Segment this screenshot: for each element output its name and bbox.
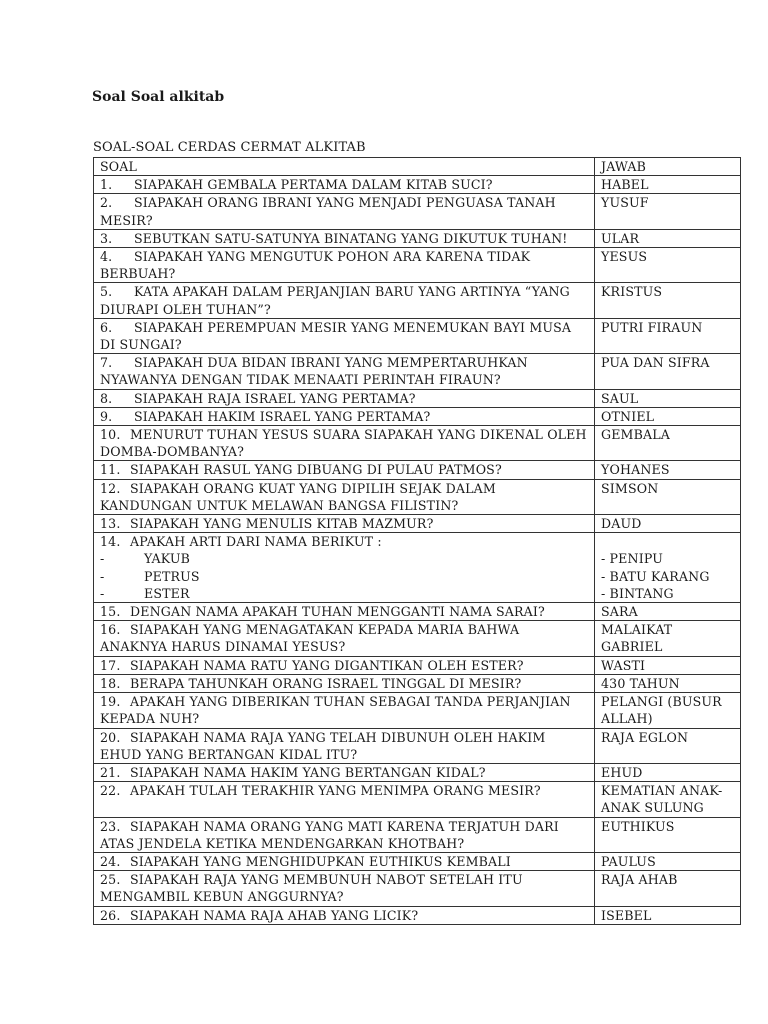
question-cell — [94, 461, 595, 479]
table-row — [94, 389, 741, 407]
sub-item-text: ESTER — [144, 585, 190, 601]
sub-answer-text: - BATU KARANG — [601, 568, 710, 584]
answer-text: PELANGI (BUSUR ALLAH) — [601, 694, 722, 727]
answer-cell — [595, 176, 741, 194]
table-row — [94, 852, 741, 870]
sub-item — [100, 585, 590, 602]
answer-cell — [595, 763, 741, 781]
question-text: SIAPAKAH NAMA ORANG YANG MATI KARENA TERJATUH DARI ATAS JENDELA KETIKA MENDENGARKAN KHOTBAH? — [100, 818, 559, 851]
question-text: SIAPAKAH YANG MENAGATAKAN KEPADA MARIA BAHWA ANAKNYA HARUS DINAMAI YESUS? — [100, 622, 520, 655]
answer-text: YUSUF — [601, 195, 649, 211]
table-row — [94, 318, 741, 353]
table-row — [94, 621, 741, 656]
table-row — [94, 194, 741, 229]
question-number: 14. — [100, 534, 121, 550]
question-number: 10. — [100, 427, 121, 443]
answer-cell — [595, 852, 741, 870]
table-row — [94, 906, 741, 924]
question-number: 19. — [100, 694, 121, 710]
question-text: SIAPAKAH NAMA RAJA YANG TELAH DIBUNUH OLEH HAKIM EHUD YANG BERTANGAN KIDAL ITU? — [100, 729, 546, 762]
question-number: 23. — [100, 818, 121, 834]
answer-text: ULAR — [601, 230, 640, 246]
question-text: SIAPAKAH RAJA YANG MEMBUNUH NABOT SETELAH ITU MENGAMBIL KEBUN ANGGURNYA? — [100, 872, 523, 905]
table-row — [94, 728, 741, 763]
document-title: Soal Soal alkitab — [92, 89, 225, 105]
question-cell — [94, 479, 595, 514]
table-row — [94, 248, 741, 283]
table-row — [94, 461, 741, 479]
answer-cell — [595, 318, 741, 353]
table-row — [94, 407, 741, 425]
question-number: 1. — [100, 177, 113, 193]
table-row — [94, 693, 741, 728]
question-cell — [94, 194, 595, 229]
question-number: 12. — [100, 480, 121, 496]
question-text: KATA APAKAH DALAM PERJANJIAN BARU YANG ARTINYA “YANG DIURAPI OLEH TUHAN”? — [100, 284, 570, 317]
answer-cell — [595, 656, 741, 674]
question-cell — [94, 248, 595, 283]
answer-text: GEMBALA — [601, 427, 671, 443]
header-answer: JAWAB — [595, 158, 741, 176]
answer-text: KEMATIAN ANAK-ANAK SULUNG — [601, 783, 723, 816]
question-number: 6. — [100, 319, 113, 335]
question-text: SIAPAKAH RASUL YANG DIBUANG DI PULAU PATMOS? — [130, 462, 502, 478]
sub-item-dash: - — [100, 585, 105, 601]
question-number: 16. — [100, 622, 121, 638]
answer-cell — [595, 693, 741, 728]
question-text: SIAPAKAH GEMBALA PERTAMA DALAM KITAB SUCI? — [134, 177, 493, 193]
question-cell — [94, 354, 595, 389]
answer-text: SAUL — [601, 390, 639, 406]
answer-cell — [595, 248, 741, 283]
answer-text: YESUS — [601, 249, 648, 265]
table-row — [94, 176, 741, 194]
question-cell — [94, 656, 595, 674]
question-text: SIAPAKAH NAMA HAKIM YANG BERTANGAN KIDAL? — [130, 764, 486, 780]
answer-cell — [595, 461, 741, 479]
question-cell — [94, 782, 595, 817]
table-row — [94, 354, 741, 389]
question-number: 21. — [100, 764, 121, 780]
question-number: 17. — [100, 657, 121, 673]
answer-cell — [595, 871, 741, 906]
answer-cell — [595, 817, 741, 852]
answer-cell — [595, 407, 741, 425]
question-number: 3. — [100, 230, 113, 246]
table-row — [94, 763, 741, 781]
answer-cell — [595, 354, 741, 389]
question-text: APAKAH YANG DIBERIKAN TUHAN SEBAGAI TANDA PERJANJIAN KEPADA NUH? — [100, 694, 571, 727]
sub-item-text: PETRUS — [144, 568, 200, 584]
answer-text: PUTRI FIRAUN — [601, 319, 703, 335]
question-number: 20. — [100, 729, 121, 745]
table-caption: SOAL-SOAL CERDAS CERMAT ALKITAB — [93, 140, 366, 155]
table-row — [94, 515, 741, 533]
question-cell — [94, 229, 595, 247]
question-text: SIAPAKAH NAMA RATU YANG DIGANTIKAN OLEH ESTER? — [130, 657, 524, 673]
answer-cell — [595, 782, 741, 817]
question-cell — [94, 318, 595, 353]
question-cell — [94, 906, 595, 924]
question-number: 4. — [100, 249, 113, 265]
answer-text: WASTI — [601, 657, 646, 673]
question-number: 11. — [100, 462, 121, 478]
quiz-table-body — [94, 158, 741, 925]
sub-item — [100, 568, 590, 585]
table-row — [94, 817, 741, 852]
question-text: MENURUT TUHAN YESUS SUARA SIAPAKAH YANG DIKENAL OLEH DOMBA-DOMBANYA? — [100, 427, 587, 460]
answer-text: RAJA AHAB — [601, 872, 678, 888]
answer-text: SARA — [601, 604, 638, 620]
question-number: 8. — [100, 390, 113, 406]
answer-cell — [595, 426, 741, 461]
table-row — [94, 871, 741, 906]
answer-text: PAULUS — [601, 853, 656, 869]
quiz-table — [93, 157, 741, 925]
question-text: BERAPA TAHUNKAH ORANG ISRAEL TINGGAL DI MESIR? — [130, 675, 522, 691]
answer-text: EUTHIKUS — [601, 818, 675, 834]
table-row — [94, 479, 741, 514]
question-cell — [94, 176, 595, 194]
question-text: SIAPAKAH YANG MENGHIDUPKAN EUTHIKUS KEMBALI — [130, 853, 511, 869]
question-text: APAKAH ARTI DARI NAMA BERIKUT : — [130, 534, 382, 550]
question-text: DENGAN NAMA APAKAH TUHAN MENGGANTI NAMA SARAI? — [130, 604, 545, 620]
answer-cell — [595, 728, 741, 763]
sub-item-dash: - — [100, 551, 105, 567]
sub-item-text: YAKUB — [144, 551, 191, 567]
sub-answer-text: - BINTANG — [601, 585, 674, 601]
answer-cell — [595, 389, 741, 407]
question-text: SIAPAKAH PEREMPUAN MESIR YANG MENEMUKAN BAYI MUSA DI SUNGAI? — [100, 319, 572, 353]
answer-text: RAJA EGLON — [601, 729, 689, 745]
answer-cell — [595, 533, 741, 603]
question-cell — [94, 533, 595, 603]
question-cell — [94, 283, 595, 318]
sub-item-dash: - — [100, 568, 105, 584]
question-cell — [94, 674, 595, 692]
answer-cell — [595, 674, 741, 692]
answer-text: YOHANES — [601, 462, 670, 478]
table-row — [94, 656, 741, 674]
table-row — [94, 229, 741, 247]
question-number: 2. — [100, 195, 113, 211]
question-cell — [94, 603, 595, 621]
answer-text: 430 TAHUN — [601, 675, 680, 691]
question-text: SIAPAKAH NAMA RAJA AHAB YANG LICIK? — [130, 907, 419, 923]
answer-cell — [595, 621, 741, 656]
answer-text: DAUD — [601, 516, 642, 532]
answer-text: SIMSON — [601, 480, 659, 496]
answer-cell — [595, 906, 741, 924]
answer-text: ISEBEL — [601, 907, 652, 923]
answer-cell — [595, 229, 741, 247]
question-cell — [94, 852, 595, 870]
question-cell — [94, 728, 595, 763]
question-number: 7. — [100, 355, 113, 371]
question-number: 13. — [100, 516, 121, 532]
answer-cell — [595, 283, 741, 318]
answer-text: EHUD — [601, 764, 643, 780]
table-row — [94, 674, 741, 692]
answer-cell — [595, 603, 741, 621]
question-cell — [94, 871, 595, 906]
question-cell — [94, 426, 595, 461]
question-text: SIAPAKAH ORANG KUAT YANG DIPILIH SEJAK DALAM KANDUNGAN UNTUK MELAWAN BANGSA FILISTIN? — [100, 480, 496, 513]
answer-text: HABEL — [601, 177, 649, 193]
question-text: SIAPAKAH ORANG IBRANI YANG MENJADI PENGUASA TANAH MESIR? — [100, 195, 556, 228]
question-number: 22. — [100, 783, 121, 799]
question-number: 15. — [100, 604, 121, 620]
answer-text: MALAIKAT GABRIEL — [601, 622, 673, 655]
table-row — [94, 283, 741, 318]
question-number: 5. — [100, 284, 113, 300]
question-cell — [94, 407, 595, 425]
question-text: SIAPAKAH YANG MENULIS KITAB MAZMUR? — [130, 516, 434, 532]
answer-text: KRISTUS — [601, 284, 663, 300]
question-cell — [94, 817, 595, 852]
question-cell — [94, 763, 595, 781]
table-row — [94, 533, 741, 603]
answer-cell — [595, 515, 741, 533]
answer-text: OTNIEL — [601, 408, 655, 424]
answer-cell — [595, 479, 741, 514]
header-question: SOAL — [94, 158, 595, 176]
question-number: 25. — [100, 872, 121, 888]
question-number: 9. — [100, 408, 113, 424]
question-cell — [94, 515, 595, 533]
answer-cell — [595, 194, 741, 229]
question-text: SEBUTKAN SATU-SATUNYA BINATANG YANG DIKUTUK TUHAN! — [134, 230, 568, 246]
sub-answer-text: - PENIPU — [601, 551, 663, 567]
question-number: 24. — [100, 853, 121, 869]
question-text: SIAPAKAH HAKIM ISRAEL YANG PERTAMA? — [134, 408, 431, 424]
sub-item — [100, 550, 590, 567]
answer-text: PUA DAN SIFRA — [601, 355, 710, 371]
question-text: SIAPAKAH DUA BIDAN IBRANI YANG MEMPERTARUHKAN NYAWANYA DENGAN TIDAK MENAATI PERINTAH FIRAUN? — [100, 355, 528, 388]
question-number: 18. — [100, 675, 121, 691]
question-text: SIAPAKAH RAJA ISRAEL YANG PERTAMA? — [134, 390, 416, 406]
question-cell — [94, 693, 595, 728]
table-row — [94, 426, 741, 461]
question-cell — [94, 389, 595, 407]
question-text: APAKAH TULAH TERAKHIR YANG MENIMPA ORANG MESIR? — [130, 783, 541, 799]
question-number: 26. — [100, 907, 121, 923]
table-row — [94, 603, 741, 621]
table-header-row — [94, 158, 741, 176]
question-text: SIAPAKAH YANG MENGUTUK POHON ARA KARENA TIDAK BERBUAH? — [100, 249, 531, 282]
question-cell — [94, 621, 595, 656]
table-row — [94, 782, 741, 817]
